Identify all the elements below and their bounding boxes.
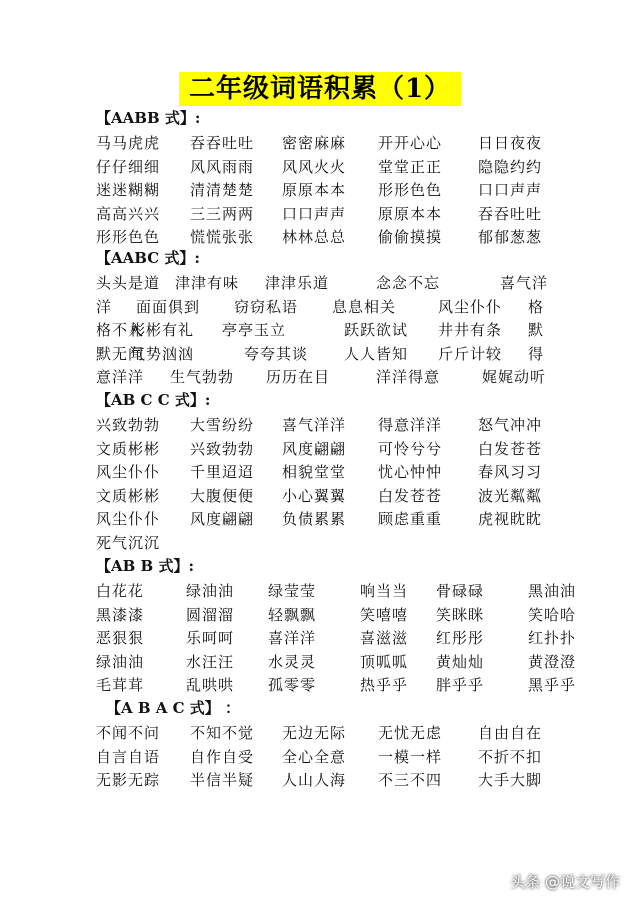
word-item: 意洋洋 <box>96 368 145 387</box>
word-item: 无忧无虑 <box>378 724 443 742</box>
word-item: 轻飘飘 <box>268 605 317 624</box>
word-row <box>0 461 640 485</box>
word-row <box>0 627 640 651</box>
word-item: 白发苍苍 <box>478 439 543 458</box>
word-item: 不知不觉 <box>190 724 255 742</box>
word-item: 千里迢迢 <box>190 463 255 482</box>
word-item: 开开心心 <box>378 134 443 152</box>
section-heading: 【AABC 式】: <box>96 249 200 267</box>
word-item: 春风习习 <box>478 463 543 482</box>
word-item: 生气勃勃 <box>170 368 235 387</box>
word-section <box>0 556 640 702</box>
word-row <box>0 132 640 156</box>
word-row <box>0 226 640 250</box>
word-item: 彬彬有礼 <box>130 321 195 340</box>
word-item: 隐隐约约 <box>478 157 543 176</box>
word-row <box>0 296 640 320</box>
word-item: 胖乎乎 <box>436 676 485 695</box>
word-item: 自言自语 <box>96 747 161 766</box>
word-item: 绿油油 <box>186 582 235 600</box>
word-item: 喜气洋 <box>500 274 549 292</box>
word-item: 高高兴兴 <box>96 204 161 223</box>
word-item: 口口声声 <box>282 204 347 223</box>
word-item: 人山人海 <box>282 771 347 790</box>
word-item: 白发苍苍 <box>378 486 443 505</box>
word-item: 自由自在 <box>478 724 543 742</box>
word-item: 得意洋洋 <box>378 416 443 434</box>
word-item: 恶狠狠 <box>96 629 145 648</box>
word-item: 兴致勃勃 <box>96 416 161 434</box>
word-item: 吞吞吐吐 <box>478 204 543 223</box>
word-item: 郁郁葱葱 <box>478 228 543 247</box>
word-item: 水汪汪 <box>186 652 235 671</box>
word-section <box>0 390 640 560</box>
word-item: 大手大脚 <box>478 771 543 790</box>
word-item: 无影无踪 <box>96 771 161 790</box>
word-item: 半信半疑 <box>190 771 255 790</box>
word-item: 口口声声 <box>478 181 543 200</box>
word-item: 形形色色 <box>96 228 161 247</box>
word-item: 大雪纷纷 <box>190 416 255 434</box>
word-item: 怒气冲冲 <box>478 416 543 434</box>
word-item: 三三两两 <box>190 204 255 223</box>
word-item: 乱哄哄 <box>186 676 235 695</box>
word-row <box>0 272 640 296</box>
word-row <box>0 438 640 462</box>
word-item: 不三不四 <box>378 771 443 790</box>
word-item: 笑眯眯 <box>436 605 485 624</box>
word-item: 圆溜溜 <box>186 605 235 624</box>
word-item: 文质彬彬 <box>96 439 161 458</box>
word-row <box>0 179 640 203</box>
word-row <box>0 366 640 390</box>
word-item: 窃窃私语 <box>234 297 299 316</box>
word-item: 喜气洋洋 <box>282 416 347 434</box>
word-item: 死气沉沉 <box>96 534 161 552</box>
word-item: 洋 <box>96 297 113 316</box>
word-row <box>0 746 640 770</box>
word-section <box>0 698 640 797</box>
word-item: 跃跃欲试 <box>344 321 409 340</box>
word-item: 默 <box>528 321 545 340</box>
word-item: 红扑扑 <box>528 629 577 648</box>
word-item: 头头是道 <box>96 274 161 292</box>
word-item: 兴致勃勃 <box>190 439 255 458</box>
word-item: 格 <box>528 297 545 316</box>
word-row <box>0 414 640 438</box>
word-item: 绿油油 <box>96 652 145 671</box>
word-row <box>0 651 640 675</box>
word-item: 亭亭玉立 <box>222 321 287 340</box>
word-item: 负债累累 <box>282 510 347 529</box>
word-item: 喜滋滋 <box>360 629 409 648</box>
word-item: 马马虎虎 <box>96 134 161 152</box>
word-item: 可怜兮兮 <box>378 439 443 458</box>
word-item: 迷迷糊糊 <box>96 181 161 200</box>
word-row <box>0 319 640 343</box>
word-row <box>0 485 640 509</box>
word-item: 黑乎乎 <box>528 676 577 695</box>
word-item: 自作自受 <box>190 747 255 766</box>
word-item: 吞吞吐吐 <box>190 134 255 152</box>
word-row <box>0 343 640 367</box>
word-item: 得 <box>528 344 545 363</box>
section-heading: 【A B A C 式】 ： <box>106 699 241 717</box>
word-item: 虎视眈眈 <box>478 510 543 529</box>
section-heading: 【AB B 式】: <box>96 557 194 575</box>
word-item: 默无闻 <box>96 344 145 363</box>
word-item: 风风火火 <box>282 157 347 176</box>
word-item: 黄澄澄 <box>528 652 577 671</box>
word-item: 面面俱到 <box>136 297 201 316</box>
word-item: 风尘仆仆 <box>438 297 503 316</box>
word-section <box>0 248 640 394</box>
word-item: 形形色色 <box>378 181 443 200</box>
word-item: 顶呱呱 <box>360 652 409 671</box>
word-item: 风度翩翩 <box>190 510 255 529</box>
word-item: 津津乐道 <box>265 274 330 292</box>
word-item: 喜洋洋 <box>268 629 317 648</box>
word-row <box>0 604 640 628</box>
word-item: 全心全意 <box>282 747 347 766</box>
section-heading: 【AABB 式】: <box>96 109 201 127</box>
word-item: 风风雨雨 <box>190 157 255 176</box>
section-heading: 【AB C C 式】: <box>96 391 211 409</box>
word-item: 黑漆漆 <box>96 605 145 624</box>
word-item: 小心翼翼 <box>282 486 347 505</box>
word-row <box>0 532 640 556</box>
word-item: 娓娓动听 <box>482 368 547 387</box>
word-row <box>0 722 640 746</box>
word-item: 日日夜夜 <box>478 134 543 152</box>
word-row <box>0 508 640 532</box>
word-item: 斤斤计较 <box>438 344 503 363</box>
word-item: 津津有味 <box>175 274 240 292</box>
word-item: 不折不扣 <box>478 747 543 766</box>
word-item: 大腹便便 <box>190 486 255 505</box>
word-item: 骨碌碌 <box>436 582 485 600</box>
word-item: 文质彬彬 <box>96 486 161 505</box>
word-section <box>0 108 640 254</box>
word-item: 笑哈哈 <box>528 605 577 624</box>
word-item: 无边无际 <box>282 724 347 742</box>
word-item: 热乎乎 <box>360 676 409 695</box>
word-item: 不闻不问 <box>96 724 161 742</box>
word-item: 格不入 <box>96 321 145 340</box>
word-item: 红彤彤 <box>436 629 485 648</box>
word-item: 响当当 <box>360 582 409 600</box>
word-item: 风尘仆仆 <box>96 510 161 529</box>
word-item: 孤零零 <box>268 676 317 695</box>
title-container <box>0 72 640 106</box>
word-item: 黄灿灿 <box>436 652 485 671</box>
word-row <box>0 769 640 793</box>
page-title: 二年级词语积累（1） <box>179 72 461 106</box>
word-item: 毛茸茸 <box>96 676 145 695</box>
word-item: 笑嘻嘻 <box>360 605 409 624</box>
word-row <box>0 674 640 698</box>
word-item: 风尘仆仆 <box>96 463 161 482</box>
word-row <box>0 203 640 227</box>
word-item: 白花花 <box>96 582 145 600</box>
word-item: 一模一样 <box>378 747 443 766</box>
word-item: 夸夸其谈 <box>244 344 309 363</box>
word-item: 原原本本 <box>378 204 443 223</box>
word-item: 林林总总 <box>282 228 347 247</box>
word-item: 黑油油 <box>528 582 577 600</box>
word-item: 乐呵呵 <box>186 629 235 648</box>
word-item: 井井有条 <box>438 321 503 340</box>
word-item: 水灵灵 <box>268 652 317 671</box>
word-item: 慌慌张张 <box>190 228 255 247</box>
word-item: 密密麻麻 <box>282 134 347 152</box>
word-row <box>0 580 640 604</box>
word-item: 人人皆知 <box>344 344 409 363</box>
word-item: 绿莹莹 <box>268 582 317 600</box>
word-item: 忧心忡忡 <box>378 463 443 482</box>
word-item: 波光粼粼 <box>478 486 543 505</box>
watermark: 头条 @说文写作 <box>510 873 620 891</box>
word-item: 息息相关 <box>332 297 397 316</box>
word-item: 风度翩翩 <box>282 439 347 458</box>
word-item: 仔仔细细 <box>96 157 161 176</box>
word-item: 堂堂正正 <box>378 157 443 176</box>
word-item: 清清楚楚 <box>190 181 255 200</box>
word-item: 原原本本 <box>282 181 347 200</box>
word-item: 洋洋得意 <box>376 368 441 387</box>
word-item: 偷偷摸摸 <box>378 228 443 247</box>
word-item: 念念不忘 <box>376 274 441 292</box>
word-item: 相貌堂堂 <box>282 463 347 482</box>
word-item: 历历在目 <box>266 368 331 387</box>
word-item: 顾虑重重 <box>378 510 443 529</box>
word-row <box>0 156 640 180</box>
word-item: 气势汹汹 <box>130 344 195 363</box>
